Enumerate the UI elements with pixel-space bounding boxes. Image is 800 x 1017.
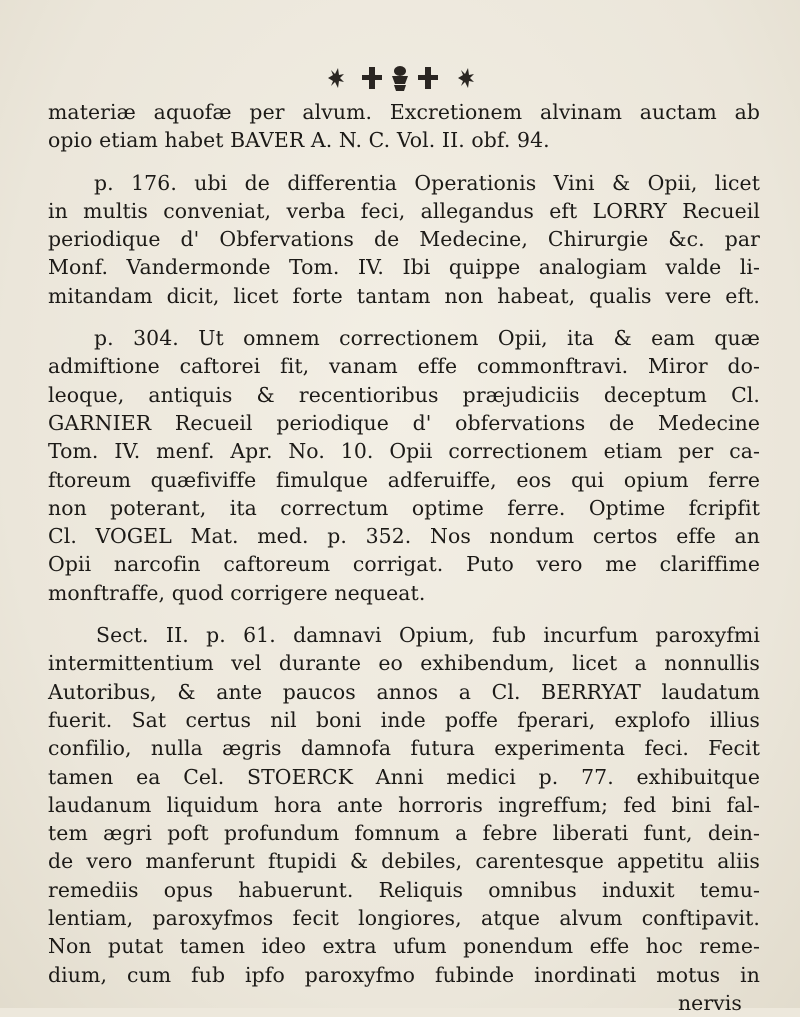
text-line: Cl. VOGEL Mat. med. p. 352. Nos nondum certos effe an — [48, 524, 760, 549]
body-text — [48, 98, 760, 1017]
text-line: Opii narcofin caftoreum corrigat. Puto vero me clariffime — [48, 552, 760, 577]
text-line: leoque, antiquis & recentioribus præjudiciis deceptum Cl. — [48, 382, 760, 407]
text-line: in multis conveniat, verba feci, allegandus eft LORRY Recueil — [48, 198, 760, 223]
text-line: Tom. IV. menf. Apr. No. 10. Opii correctionem etiam per ca- — [48, 439, 760, 464]
text-line: tem ægri poft profundum fomnum a febre liberati funt, dein- — [48, 821, 760, 846]
text-line: de vero manferunt ftupidi & debiles, carentesque appetitu aliis — [48, 849, 760, 874]
text-line: laudanum liquidum hora ante horroris ingreffum; fed bini fal- — [48, 792, 760, 817]
fleuron-ornament-icon — [300, 58, 500, 98]
text-line: materiæ aquofæ per alvum. Excretionem alvinam auctam ab — [48, 100, 760, 124]
text-line: GARNIER Recueil periodique d' obfervations de Medecine — [48, 410, 760, 435]
text-line: admiftione caftorei fit, vanam effe commonftravi. Miror do- — [48, 354, 760, 379]
text-line: confilio, nulla ægris damnofa futura experimenta feci. Fecit — [48, 736, 760, 761]
text-line: opio etiam habet BAVER A. N. C. Vol. II. obf. 94. — [48, 128, 550, 153]
header-ornament — [0, 58, 800, 98]
text-line: monftraffe, quod corrigere nequeat. — [48, 580, 426, 605]
text-line: lentiam, paroxyfmos fecit longiores, atque alvum conftipavit. — [48, 906, 760, 931]
text-line: periodique d' Obfervations de Medecine, Chirurgie &c. par — [48, 227, 760, 252]
text-line: ftoreum quæfiviffe fimulque adferuiffe, eos qui opium ferre — [48, 467, 760, 492]
text-line: remediis opus habuerunt. Reliquis omnibus induxit temu- — [48, 877, 760, 902]
catchword: nervis — [677, 990, 742, 1015]
text-line: intermittentium vel durante eo exhibendum, licet a nonnullis — [48, 651, 760, 676]
text-line: dium, cum fub ipfo paroxyfmo fubinde inordinati motus in — [48, 962, 760, 987]
text-line: fuerit. Sat certus nil boni inde poffe fperari, explofo illius — [48, 707, 760, 732]
text-line: Autoribus, & ante paucos annos a Cl. BERRYAT laudatum — [48, 679, 760, 704]
text-line: mitandam dicit, licet forte tantam non habeat, qualis vere eft. — [48, 283, 760, 308]
text-line: p. 304. Ut omnem correctionem Opii, ita & eam quæ — [94, 326, 760, 351]
text-line: p. 176. ubi de differentia Operationis Vini & Opii, licet — [94, 170, 760, 195]
text-line: Non putat tamen ideo extra ufum ponendum effe hoc reme- — [48, 934, 760, 959]
text-line: non poterant, ita correctum optime ferre. Optime fcripfit — [48, 495, 760, 520]
text-line: Monf. Vandermonde Tom. IV. Ibi quippe analogiam valde li- — [48, 255, 760, 280]
text-line: tamen ea Cel. STOERCK Anni medici p. 77. exhibuitque — [48, 764, 760, 789]
text-line: Sect. II. p. 61. damnavi Opium, fub incurfum paroxyfmi — [96, 623, 760, 648]
